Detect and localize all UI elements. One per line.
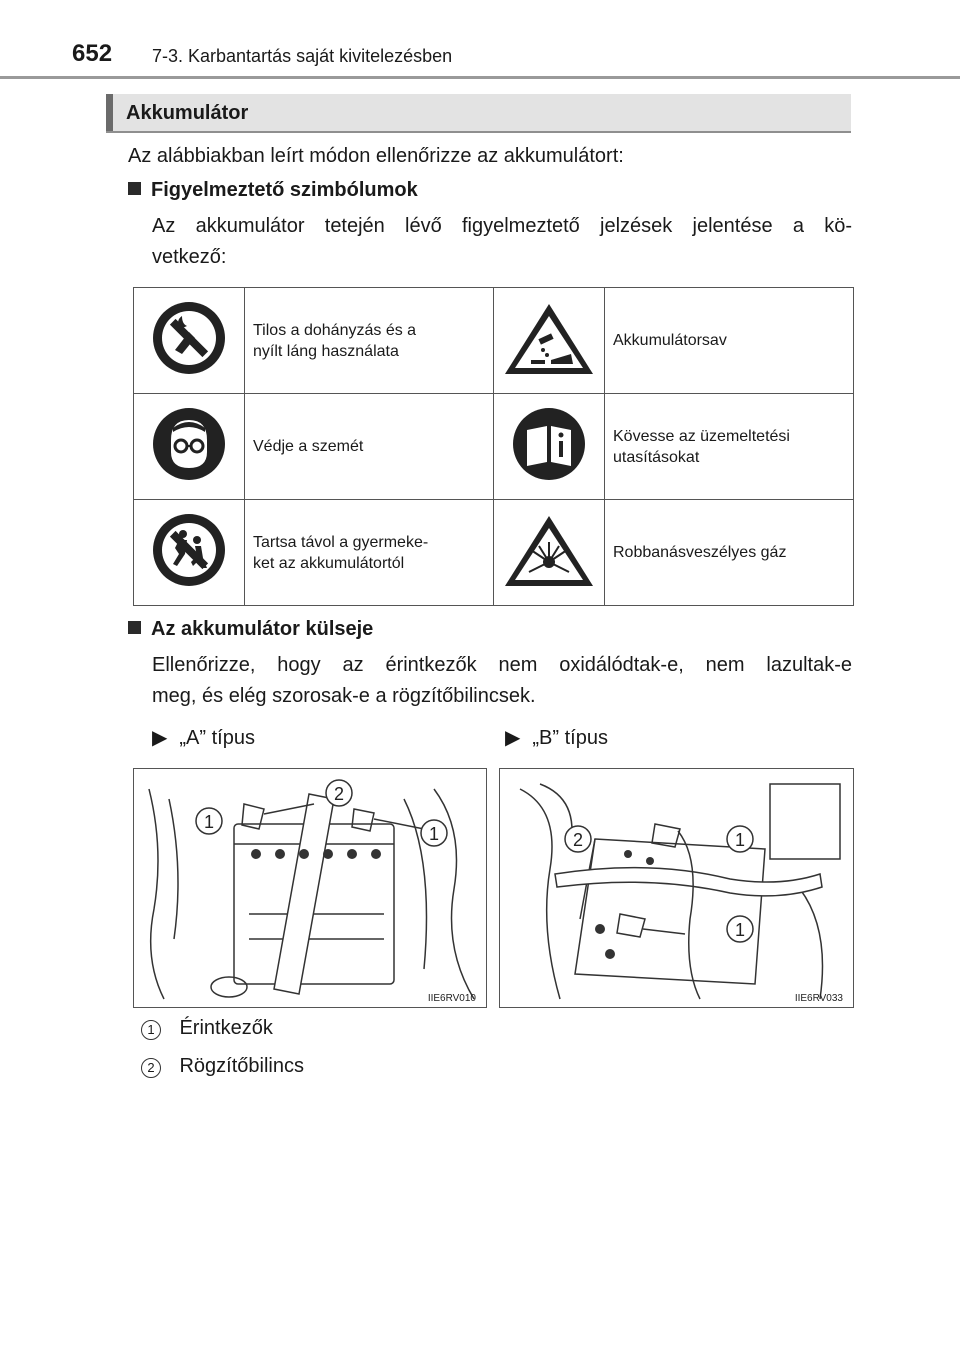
type-b-label (505, 723, 608, 754)
symbol-label-cell (605, 500, 854, 606)
battery-type-a-drawing (134, 769, 486, 1007)
callout-label: 2 (572, 830, 584, 850)
callout-marker (326, 780, 352, 806)
callout-label: 1 (203, 812, 215, 832)
exterior-text-line1: Ellenőrizze, hogy az érintkezők nem oxidálódtak-e, nem lazultak-e (152, 654, 852, 676)
header-rule (0, 76, 960, 79)
callout-marker (196, 808, 222, 834)
chapter-title: 7-3. Karbantartás saját kivitelezésben (152, 46, 453, 66)
section-title: Akkumulátor (126, 102, 249, 124)
legend-item (141, 1055, 304, 1078)
type-b-label-text: „B” típus (532, 727, 608, 749)
bullet-square-icon (128, 182, 141, 195)
legend-number: 1 (141, 1020, 161, 1040)
callout-label: 2 (333, 784, 345, 804)
symbols-heading-text: Figyelmeztető szimbólumok (151, 179, 418, 201)
legend-text: Rögzítőbilincs (179, 1055, 304, 1077)
image-code: IIE6RV033 (794, 993, 843, 1004)
symbol-label-line: ket az akkumulátortól (253, 554, 405, 572)
eye-protection-icon (149, 404, 229, 484)
page-number: 652 (72, 40, 113, 67)
symbol-label-cell (245, 394, 494, 500)
exterior-heading-text: Az akkumulátor külseje (151, 618, 374, 640)
symbol-label-line: nyílt láng használata (253, 342, 399, 360)
symbol-label-line: Tartsa távol a gyermeke- (253, 533, 429, 551)
warning-symbols-table (133, 287, 854, 606)
symbol-cell (134, 394, 245, 500)
triangle-bullet-icon: ▶ (152, 727, 168, 749)
section-heading-bar (106, 94, 851, 133)
callout-marker (727, 916, 753, 942)
symbol-cell (494, 394, 605, 500)
symbol-label-line: Védje a szemét (253, 438, 364, 455)
bullet-square-icon (128, 621, 141, 634)
keep-children-away-icon (149, 510, 229, 590)
table-row (134, 500, 854, 606)
symbols-text-line2: vetkező: (152, 246, 227, 268)
symbol-cell (134, 288, 245, 394)
symbol-label-line: Akkumulátorsav (613, 332, 727, 349)
battery-acid-icon (501, 298, 597, 378)
symbol-label-line: Robbanásveszélyes gáz (613, 544, 787, 561)
no-smoking-icon (149, 298, 229, 378)
table-row (134, 288, 854, 394)
callout-label: 1 (734, 920, 746, 940)
read-manual-icon (509, 404, 589, 484)
type-a-label-text: „A” típus (179, 727, 255, 749)
legend-text: Érintkezők (179, 1017, 273, 1039)
triangle-bullet-icon: ▶ (505, 727, 521, 749)
callout-marker (565, 826, 591, 852)
exterior-heading (128, 618, 373, 641)
battery-type-b-drawing (500, 769, 853, 1007)
exterior-text-line2: meg, és elég szorosak-e a rögzítőbilincsek. (152, 685, 536, 707)
battery-type-b-illustration (499, 768, 854, 1008)
table-row (134, 394, 854, 500)
symbol-label-line: Kövesse az üzemeltetési (613, 427, 790, 445)
section-heading-tab (106, 94, 113, 131)
symbol-label-line: utasításokat (613, 448, 700, 466)
symbol-label-cell (605, 288, 854, 394)
image-code: IIE6RV010 (427, 993, 476, 1004)
symbols-text-line1: Az akkumulátor tetején lévő figyelmeztető jelzések jelentése a kö- (152, 215, 852, 237)
symbol-cell (494, 500, 605, 606)
legend-item (141, 1017, 273, 1040)
symbol-label-cell (245, 500, 494, 606)
symbol-label-line: Tilos a dohányzás és a (253, 321, 417, 339)
callout-label: 1 (734, 830, 746, 850)
battery-type-a-illustration (133, 768, 487, 1008)
intro-text: Az alábbiakban leírt módon ellenőrizze az akkumulátort: (128, 145, 624, 167)
symbol-label-cell (245, 288, 494, 394)
type-a-label (152, 723, 255, 754)
symbol-cell (494, 288, 605, 394)
legend-number: 2 (141, 1058, 161, 1078)
symbol-cell (134, 500, 245, 606)
callout-label: 1 (428, 824, 440, 844)
callout-marker (421, 820, 447, 846)
symbols-heading (128, 179, 418, 202)
symbol-label-cell (605, 394, 854, 500)
explosive-gas-icon (501, 510, 597, 590)
callout-marker (727, 826, 753, 852)
